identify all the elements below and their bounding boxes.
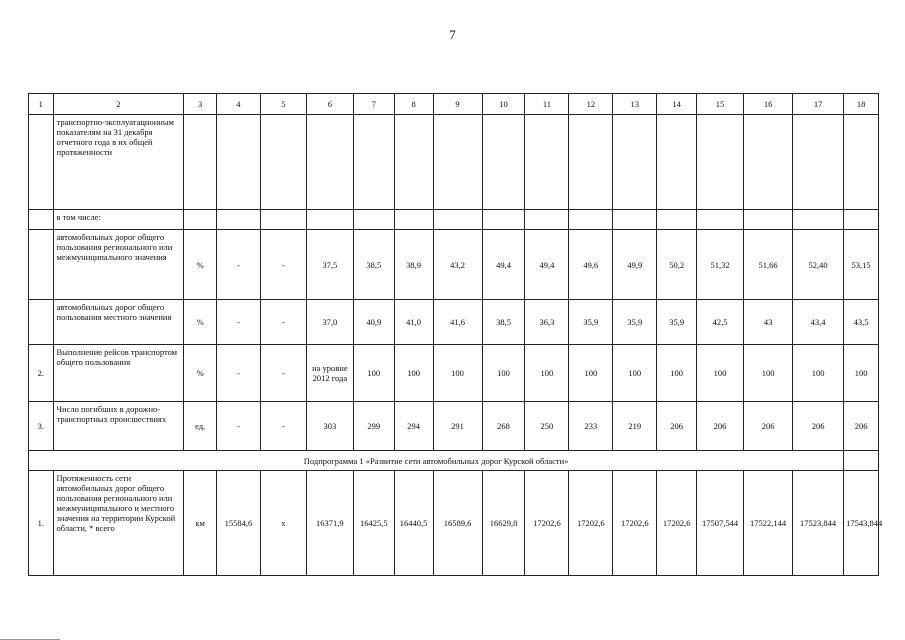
header-cell-2: 2 [53,94,184,115]
value-cell: 37,5 [306,230,353,300]
value-cell: 17507,544 [697,471,744,576]
value-cell: - [216,345,260,402]
value-cell: 35,9 [569,300,613,345]
value-cell: 100 [613,345,657,402]
value-cell: 38,5 [353,230,394,300]
value-cell: 100 [525,345,569,402]
value-cell: 49,4 [525,230,569,300]
value-cell: 43 [744,300,793,345]
value-cell: 38,5 [482,300,525,345]
indicator-name: автомобильных дорог общего пользования местного значения [53,300,184,345]
value-cell: 40,9 [353,300,394,345]
value-cell: 17543,844 [844,471,879,576]
value-cell: 100 [569,345,613,402]
value-cell: - [260,345,306,402]
header-cell-12: 12 [569,94,613,115]
header-cell-10: 10 [482,94,525,115]
value-cell: 206 [793,402,844,451]
value-cell: 100 [394,345,433,402]
value-cell: 100 [353,345,394,402]
value-cell: 36,3 [525,300,569,345]
value-cell: 206 [744,402,793,451]
value-cell: 15584,6 [216,471,260,576]
value-cell: - [260,230,306,300]
value-cell: 100 [793,345,844,402]
value-cell: х [260,471,306,576]
including-label: в том числе: [53,210,184,230]
value-cell: 17202,6 [525,471,569,576]
value-cell: 50,2 [657,230,697,300]
value-cell: 299 [353,402,394,451]
value-cell: 35,9 [657,300,697,345]
value-cell: 206 [844,402,879,451]
subprogram-row [29,451,879,471]
value-cell: 52,40 [793,230,844,300]
row-number: 3. [29,402,54,451]
value-cell: - [216,402,260,451]
value-cell: 38,9 [394,230,433,300]
value-cell: 100 [697,345,744,402]
header-cell-9: 9 [433,94,482,115]
value-cell: - [260,300,306,345]
value-cell: 16589,6 [433,471,482,576]
value-cell: 16440,5 [394,471,433,576]
header-cell-4: 4 [216,94,260,115]
value-cell: 17202,6 [569,471,613,576]
header-cell-3: 3 [184,94,217,115]
unit-cell: км [184,471,217,576]
value-cell: 100 [433,345,482,402]
table-row [29,402,879,451]
row-number: 1. [29,471,54,576]
indicators-table [28,93,883,576]
value-cell: 41,6 [433,300,482,345]
header-cell-7: 7 [353,94,394,115]
value-cell: 100 [844,345,879,402]
value-cell: 49,9 [613,230,657,300]
value-cell: 100 [744,345,793,402]
indicator-name: Выполнение рейсов транспортом общего пользования [53,345,184,402]
header-cell-15: 15 [697,94,744,115]
header-cell-13: 13 [613,94,657,115]
value-cell: 17202,6 [613,471,657,576]
header-cell-16: 16 [744,94,793,115]
value-cell: - [216,300,260,345]
value-cell: 17202,6 [657,471,697,576]
value-cell: 16425,5 [353,471,394,576]
indicator-name: транспортно-эксплуатационным показателям на 31 декабря отчетного года в их общей протяженности [53,115,184,210]
table-row [29,345,879,402]
value-cell: 17522,144 [744,471,793,576]
value-cell: 53,15 [844,230,879,300]
header-cell-14: 14 [657,94,697,115]
indicator-name: Протяженность сети автомобильных дорог общего пользования регионального или межмуниципального и местного значения на территории Курской области, * всего [53,471,184,576]
indicator-name: автомобильных дорог общего пользования регионального или межмуниципального значения [53,230,184,300]
table-row [29,210,879,230]
table-row [29,230,879,300]
header-cell-5: 5 [260,94,306,115]
value-cell: 268 [482,402,525,451]
value-cell: 41,0 [394,300,433,345]
header-row [29,94,879,115]
table-row [29,471,879,576]
header-cell-6: 6 [306,94,353,115]
value-cell: 49,6 [569,230,613,300]
value-cell: - [260,402,306,451]
value-cell: 43,2 [433,230,482,300]
value-cell: 43,4 [793,300,844,345]
value-cell: 43,5 [844,300,879,345]
page-number: 7 [449,27,456,42]
value-cell: 35,9 [613,300,657,345]
value-cell: 37,0 [306,300,353,345]
header-cell-18: 18 [844,94,879,115]
value-cell: 233 [569,402,613,451]
table-row [29,115,879,210]
value-cell: 16371,9 [306,471,353,576]
value-cell: 51,66 [744,230,793,300]
value-cell: 16629,8 [482,471,525,576]
unit-cell: ед. [184,402,217,451]
value-cell: 49,4 [482,230,525,300]
header-cell-17: 17 [793,94,844,115]
value-cell: 291 [433,402,482,451]
value-cell: 250 [525,402,569,451]
value-cell: 294 [394,402,433,451]
row-number: 2. [29,345,54,402]
value-cell: 17523,844 [793,471,844,576]
header-cell-1: 1 [29,94,54,115]
header-cell-11: 11 [525,94,569,115]
header-cell-8: 8 [394,94,433,115]
value-cell: 206 [697,402,744,451]
value-cell: 42,5 [697,300,744,345]
value-cell: на уровне 2012 года [306,345,353,402]
indicator-name: Число погибших в дорожно-транспортных происшествиях [53,402,184,451]
unit-cell: % [184,230,217,300]
subprogram-title: Подпрограмма 1 «Развитие сети автомобильных дорог Курской области» [29,451,844,471]
value-cell: - [216,230,260,300]
table-row [29,300,879,345]
value-cell: 100 [482,345,525,402]
value-cell: 206 [657,402,697,451]
value-cell: 51,32 [697,230,744,300]
value-cell: 100 [657,345,697,402]
unit-cell: % [184,300,217,345]
value-cell: 219 [613,402,657,451]
cell-empty [29,115,54,210]
value-cell: 303 [306,402,353,451]
unit-cell: % [184,345,217,402]
